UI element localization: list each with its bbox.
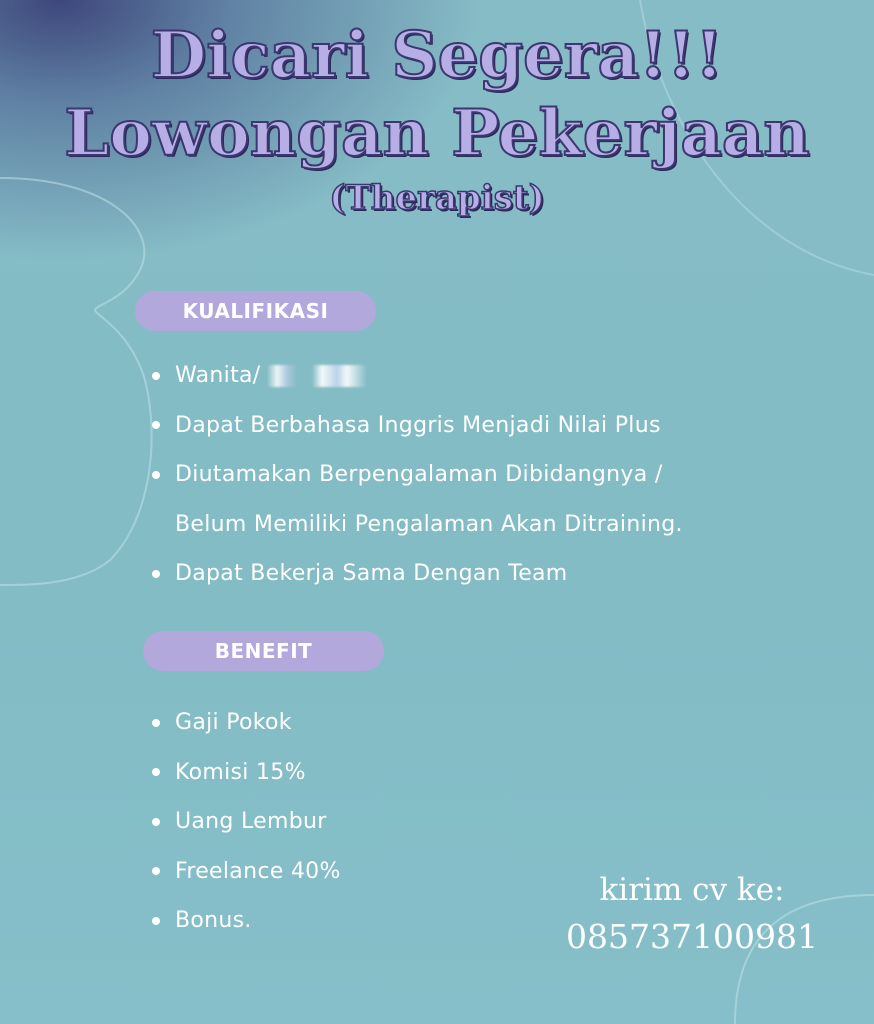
qualifications-list [148,351,683,599]
bullet-icon [152,768,160,776]
bullet-icon [152,719,160,727]
bullet-icon [152,917,160,925]
benefit-item: Gaji Pokok [148,698,341,748]
bullet-icon [152,867,160,875]
qualification-item-continuation: Belum Memiliki Pengalaman Akan Ditraining. [175,511,683,537]
bullet-icon [152,570,160,578]
headline-urgent: Dicari Segera!!! [150,18,724,93]
benefit-item: Komisi 15% [148,748,341,798]
bullet-icon [152,818,160,826]
benefits-heading: BENEFIT [143,631,384,671]
headline-job-vacancy: Lowongan Pekerjaan [64,96,810,171]
contact-label: kirim cv ke: [599,872,785,908]
qualifications-heading: KUALIFIKASI [135,291,376,331]
benefit-item: Uang Lembur [148,797,341,847]
qualification-item: Wanita/ [148,351,683,401]
benefit-item: Freelance 40% [148,847,341,897]
qualification-item: Diutamakan Berpengalaman Dibidangnya / [148,450,683,500]
redacted-blur [267,365,377,387]
qualification-item: Dapat Bekerja Sama Dengan Team [148,549,683,599]
bullet-icon [152,421,160,429]
benefits-list [148,698,341,946]
benefit-item: Bonus. [148,896,341,946]
bullet-icon [152,372,160,380]
bullet-icon [152,471,160,479]
headline-position: (Therapist) [329,178,545,218]
contact-phone: 085737100981 [566,917,818,956]
qualification-item: Dapat Berbahasa Inggris Menjadi Nilai Plus [148,401,683,451]
